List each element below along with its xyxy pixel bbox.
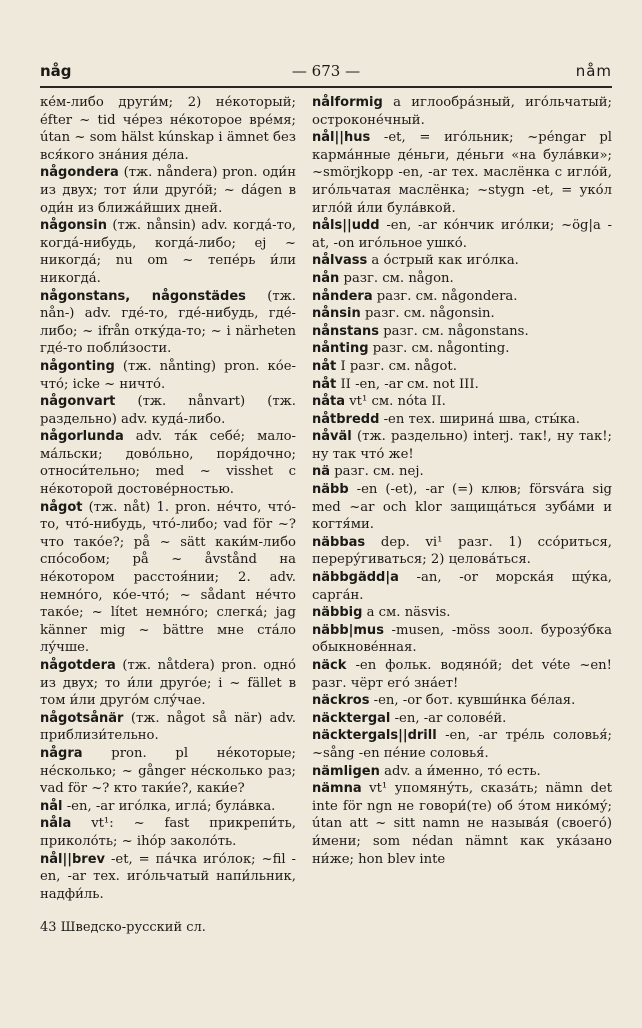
entry-definition: vt¹ см. nóta II.	[349, 394, 446, 410]
entry-headword: nål||brev	[40, 851, 105, 867]
entry-definition: (тж. nåndera) pron. оди́н из двух; тот и́ли друго́й; ~ dágen в оди́н из ближа́йших дней.	[40, 165, 296, 216]
dictionary-entry	[312, 428, 612, 463]
entry-definition: a см. näsvis.	[366, 605, 451, 621]
entry-headword: nä	[312, 464, 331, 480]
entry-headword: näck	[312, 658, 347, 673]
entry-definition: -et, = иго́льник; ~péngar pl карма́нные де́ньги, де́ньги «на була́вки»; ~smörjkopp -en, -ar тех. маслёнка с игло́й, иго́льчатая маслёнка; ~stygn -et, = уко́л игло́й и́ли була́вкой.	[312, 130, 612, 216]
dictionary-entry	[40, 710, 296, 745]
entry-headword: nåndera	[312, 288, 373, 304]
dictionary-entry	[40, 657, 296, 710]
header-rule	[40, 86, 612, 88]
entry-definition: a иглообра́зный, иго́льчатый; остроконе́чный.	[312, 95, 612, 128]
entry-definition: -en, -ar солове́й.	[394, 710, 507, 726]
entry-definition: I разг. см. något.	[340, 358, 457, 374]
entry-headword: nåta	[312, 394, 346, 410]
entry-definition: -en, -or бот. кувши́нка бе́лая.	[373, 693, 576, 709]
entry-definition: разг. см. någonting.	[372, 341, 510, 357]
entry-headword: någotsånär	[40, 710, 124, 726]
page-header	[40, 62, 612, 84]
entry-definition: vt¹: ~ fast прикрепи́ть, приколо́ть; ~ ihóp заколо́ть.	[40, 816, 297, 849]
entry-headword: någonsin	[40, 218, 107, 234]
dictionary-entry	[312, 569, 612, 604]
dictionary-entry	[312, 411, 612, 429]
entry-headword: någonting	[40, 358, 115, 374]
dictionary-entry	[312, 481, 612, 534]
dictionary-entry	[40, 815, 296, 850]
dictionary-entry	[312, 376, 612, 394]
entry-definition: ке́м-либо други́м; 2) не́который; éfter ~ tid че́рез не́которое вре́мя; útan ~ som hälst kúnskap i ämnet без вся́кого зна́ния де́ла.	[40, 95, 296, 163]
entry-headword: nåväl	[312, 429, 352, 445]
entry-definition: разг. см. någonstans.	[383, 323, 529, 339]
entry-headword: någondera	[40, 165, 119, 181]
entry-headword: nåt	[312, 358, 337, 374]
entry-definition: pron. pl не́которые; не́сколько; ~ gånger не́сколько раз; vad för ~? кто таки́е?, каки́е?	[40, 745, 296, 797]
dictionary-entry	[312, 727, 612, 762]
dictionary-entry	[312, 534, 612, 569]
dictionary-entry	[40, 798, 296, 816]
signature-footer: 43 Шведско-русский сл.	[40, 920, 206, 935]
entry-headword: näbb|mus	[312, 622, 384, 638]
entry-headword: näckros	[312, 693, 370, 709]
entry-definition: (тж. раздельно) interj. так!, ну так!; ну так что́ же!	[312, 429, 612, 462]
dictionary-entry	[40, 851, 296, 904]
entry-headword: nånstans	[312, 323, 379, 339]
right-column	[312, 94, 612, 868]
dictionary-entry	[312, 340, 612, 358]
entry-definition: -en, -ar тре́ль соловья́; ~sång -en пе́ние соловья́.	[312, 728, 612, 761]
entry-headword: nålvass	[312, 253, 368, 269]
dictionary-entry	[40, 164, 296, 217]
dictionary-entry	[312, 288, 612, 306]
entry-headword: nåla	[40, 816, 72, 832]
entry-definition: -en, -ar ко́нчик иго́лки; ~ög|a -at, -on иго́льное ушко́.	[312, 218, 612, 251]
entry-headword: nånsin	[312, 306, 361, 322]
entry-headword: nål	[40, 798, 63, 814]
entry-headword: nånting	[312, 341, 369, 357]
entry-headword: nåls||udd	[312, 218, 380, 234]
dictionary-entry	[312, 129, 612, 217]
dictionary-entry	[312, 94, 612, 129]
entry-definition: разг. см. nej.	[334, 464, 424, 480]
dictionary-entry	[312, 604, 612, 622]
entry-definition: (тж. nånting) pron. ко́е-что́; icke ~ ничто́.	[40, 358, 296, 392]
entry-headword: näbb	[312, 482, 349, 498]
dictionary-entry	[40, 499, 296, 657]
entry-headword: några	[40, 745, 83, 761]
dictionary-entry	[312, 305, 612, 323]
dictionary-entry	[312, 622, 612, 657]
entry-definition: разг. см. någon.	[343, 270, 454, 286]
entry-definition: (тж. nåtdera) pron. одно́ из двух; то и́ли друго́е; i ~ fället в том и́ли друго́м слу́чае.	[40, 658, 296, 709]
entry-headword: någotdera	[40, 658, 116, 673]
entry-headword: nålformig	[312, 95, 383, 110]
entry-headword: näcktergals||drill	[312, 728, 437, 744]
entry-definition: (тж. något så när) adv. приблизи́тельно.	[40, 710, 296, 744]
entry-definition: (тж. nånsin) adv. когда́-то, когда́-нибудь, когда́-либо; ej ~ никогда́; nu om ~ тепе́рь и́ли никогда́.	[40, 218, 296, 286]
entry-definition: adv. та́к себе́; мало-ма́льски; дово́льно, поря́дочно; относи́тельно; med ~ visshet с не́которой достове́рностью.	[40, 429, 296, 498]
entry-definition: dep. vi¹ разг. 1) ссо́риться, переру́гиваться; 2) целова́ться.	[312, 534, 612, 568]
entry-definition: разг. см. någonsin.	[364, 306, 495, 322]
dictionary-entry	[40, 288, 296, 358]
page-number: — 673 —	[291, 62, 361, 80]
entry-headword: nåtbredd	[312, 411, 380, 427]
entry-headword: någorlunda	[40, 429, 124, 445]
entry-headword: nål||hus	[312, 130, 371, 146]
dictionary-entry	[312, 217, 612, 252]
entry-definition: adv. а и́менно, то́ есть.	[384, 763, 541, 779]
entry-definition: разг. см. någondera.	[376, 288, 518, 304]
entry-headword: nämna	[312, 781, 362, 797]
entry-headword: någonvart	[40, 394, 116, 410]
entry-headword: nämligen	[312, 763, 380, 779]
entry-headword: nån	[312, 270, 340, 286]
entry-definition: (тж. nånvart) (тж. раздельно) adv. куда́-либо.	[40, 394, 296, 427]
running-head-left: någ	[40, 62, 72, 80]
entry-definition: -et, = па́чка иго́лок; ~fil -en, -ar тех. иго́льчатый напи́льник, надфи́ль.	[40, 851, 296, 902]
dictionary-entry	[312, 393, 612, 411]
entry-headword: någonstans, någonstädes	[40, 288, 246, 304]
dictionary-entry	[312, 763, 612, 781]
entry-headword: nåt	[312, 376, 337, 392]
dictionary-entry	[40, 94, 296, 164]
entry-definition: -en тех. ширина́ шва, сты́ка.	[383, 411, 580, 427]
dictionary-entry	[312, 323, 612, 341]
dictionary-entry	[40, 393, 296, 428]
dictionary-entry	[40, 358, 296, 393]
dictionary-entry	[312, 657, 612, 692]
dictionary-entry	[312, 270, 612, 288]
entry-headword: näbbgädd|a	[312, 570, 399, 586]
entry-definition: (тж. nåt) 1. pron. не́что, что́-то, что́-нибудь, что́-либо; vad för ~? что тако́е?; på ~ sätt каки́м-либо спо́собом; på ~ åvstånd на не́котором расстоя́нии; 2. adv. немно́го, ко́е-что́; ~ sådant не́что тако́е; ~ lítet немно́го; слегка́; jag känner mig ~ bättre мне ста́ло лу́чше.	[40, 499, 296, 656]
entry-definition: -en, -ar иго́лка, игла́; була́вка.	[66, 798, 276, 814]
dictionary-entry	[40, 217, 296, 287]
entry-definition: vt¹ упомяну́ть, сказа́ть; nämn det inte för ngn не говори́(те) об э́том нико́му́; útan att ~ sitt namn не называ́я (своего́) и́мени; som nédan nämnt как ука́зано ни́же; hon blev inte	[312, 781, 612, 867]
dictionary-entry	[312, 692, 612, 710]
entry-definition: -en (-et), -ar (=) клюв; försvára sig med ~ar och klor защища́ться зуба́ми и когтя́ми.	[312, 482, 612, 533]
dictionary-entry	[312, 358, 612, 376]
left-column	[40, 94, 296, 903]
entry-definition: -an, -or морска́я щу́ка, сарга́н.	[312, 570, 612, 603]
entry-headword: näcktergal	[312, 710, 391, 726]
running-head-right: nåm	[575, 62, 612, 80]
entry-headword: näbbig	[312, 605, 363, 621]
entry-definition: II -en, -ar см. not III.	[340, 376, 479, 392]
entry-headword: något	[40, 499, 83, 515]
dictionary-entry	[40, 745, 296, 798]
entry-definition: -musen, -möss зоол. бурозу́бка обыкнове́нная.	[312, 622, 612, 656]
entry-definition: a о́стрый как иго́лка.	[371, 253, 519, 269]
entry-definition: (тж. nån-) adv. где́-то, где́-нибудь, где́-либо; ~ ifrån отку́да-то; ~ i närheten где́-то побли́зости.	[40, 288, 296, 357]
dictionary-entry	[312, 780, 612, 868]
entry-headword: näbbas	[312, 534, 366, 550]
dictionary-entry	[40, 428, 296, 498]
entry-definition: -en фольк. водяно́й; det véte ~en! разг. чёрт его́ зна́ет!	[312, 658, 612, 691]
dictionary-entry	[312, 252, 612, 270]
dictionary-entry	[312, 710, 612, 728]
dictionary-entry	[312, 463, 612, 481]
